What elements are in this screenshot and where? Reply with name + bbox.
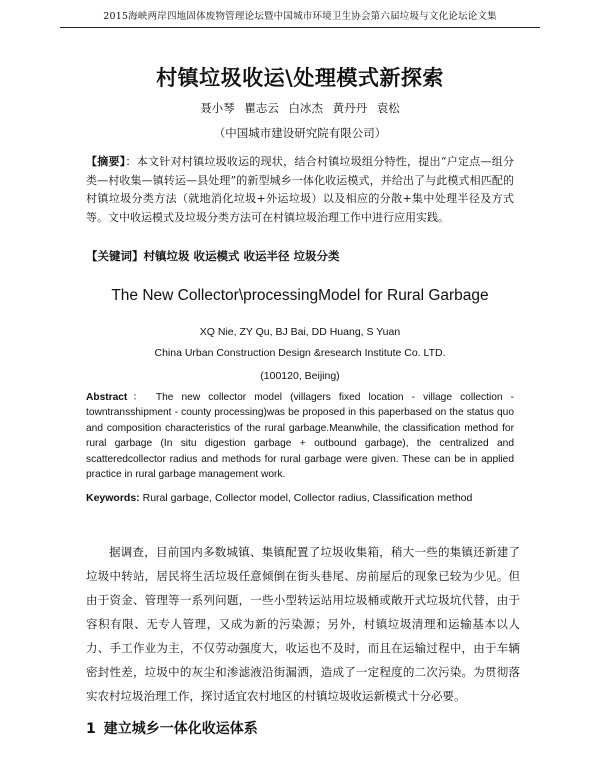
- affiliation: （中国城市建设研究院有限公司）: [213, 126, 387, 140]
- abstract-en-label: Abstract: [86, 392, 128, 403]
- section-number: 1: [86, 721, 96, 737]
- paper-title: 村镇垃圾收运\处理模式新探索: [156, 66, 444, 90]
- keywords-zh: [86, 248, 514, 264]
- english-authors: XQ Nie, ZY Qu, BJ Bai, DD Huang, S Yuan: [199, 326, 401, 338]
- abstract-zh: [86, 153, 514, 227]
- section-title: 建立城乡一体化收运体系: [103, 721, 258, 737]
- abstract-en: [86, 390, 514, 482]
- keywords-en-text: Rural garbage, Collector model, Collector radius, Classification method: [139, 492, 473, 504]
- abstract-zh-label: 【摘要】: [86, 155, 126, 168]
- english-location: (100120, Beijing): [260, 370, 340, 382]
- authors: 聂小琴 瞿志云 白冰杰 黄丹丹 袁松: [200, 101, 400, 115]
- header-rule: [60, 27, 540, 28]
- keywords-en-label: Keywords:: [86, 492, 140, 504]
- keywords-zh-label: 【关键词】: [86, 249, 144, 263]
- keywords-zh-text: 村镇垃圾 收运模式 收运半径 垃圾分类: [143, 249, 340, 263]
- keywords-en: [86, 492, 514, 504]
- section-heading: [86, 718, 258, 738]
- abstract-zh-text: ：本文针对村镇垃圾收运的现状，结合村镇垃圾组分特性，提出“户定点—组分类—村收集—镇转运—县处理”的新型城乡一体化收运模式，并给出了与此模式相匹配的村镇垃圾分类方法（就地消化垃圾+外运垃圾）以及相应的分散+集中处理半径及方式等。文中收运模式及垃圾分类方法可在村镇垃圾治理工作中进行应用实践。: [86, 155, 515, 224]
- body-paragraph: 据调查，目前国内多数城镇、集镇配置了垃圾收集箱，稍大一些的集镇还新建了垃圾中转站，居民将生活垃圾任意倾倒在街头巷尾、房前屋后的现象已较为少见。但由于资金、管理等一系列问题，一些小型转运站用垃圾桶或敞开式垃圾坑代替，由于容积有限、无专人管理，又成为新的污染源；另外，村镇垃圾清理和运输基本以人力、手工作业为主，不仅劳动强度大，收运也不及时，而且在运输过程中，由于车辆密封性差，垃圾中的灰尘和渗滤液沿街漏洒，造成了一定程度的二次污染。为贯彻落实农村垃圾治理工作，探讨适宜农村地区的村镇垃圾收运新模式十分必要。: [86, 545, 520, 703]
- english-title: The New Collector\processingModel for Rural Garbage: [111, 287, 489, 304]
- abstract-en-text: ： The new collector model (villagers fixed location - village collection - towntransshipment - county processing)was be proposed in this paperbased on the status quo and composition characteristics of the rural garbage.Meanwhile, the classification method for rural garbage (In situ digestion garbage + outbound garbage), the centralized and scatteredcollector radius and methods for rural garbage were given. These can be in applied practice in rural garbage management work.: [86, 392, 514, 481]
- running-header: 2015海峡两岸四地固体废物管理论坛暨中国城市环境卫生协会第六届垃圾与文化论坛论文集: [103, 11, 497, 22]
- english-institution: China Urban Construction Design &research Institute Co. LTD.: [154, 347, 446, 359]
